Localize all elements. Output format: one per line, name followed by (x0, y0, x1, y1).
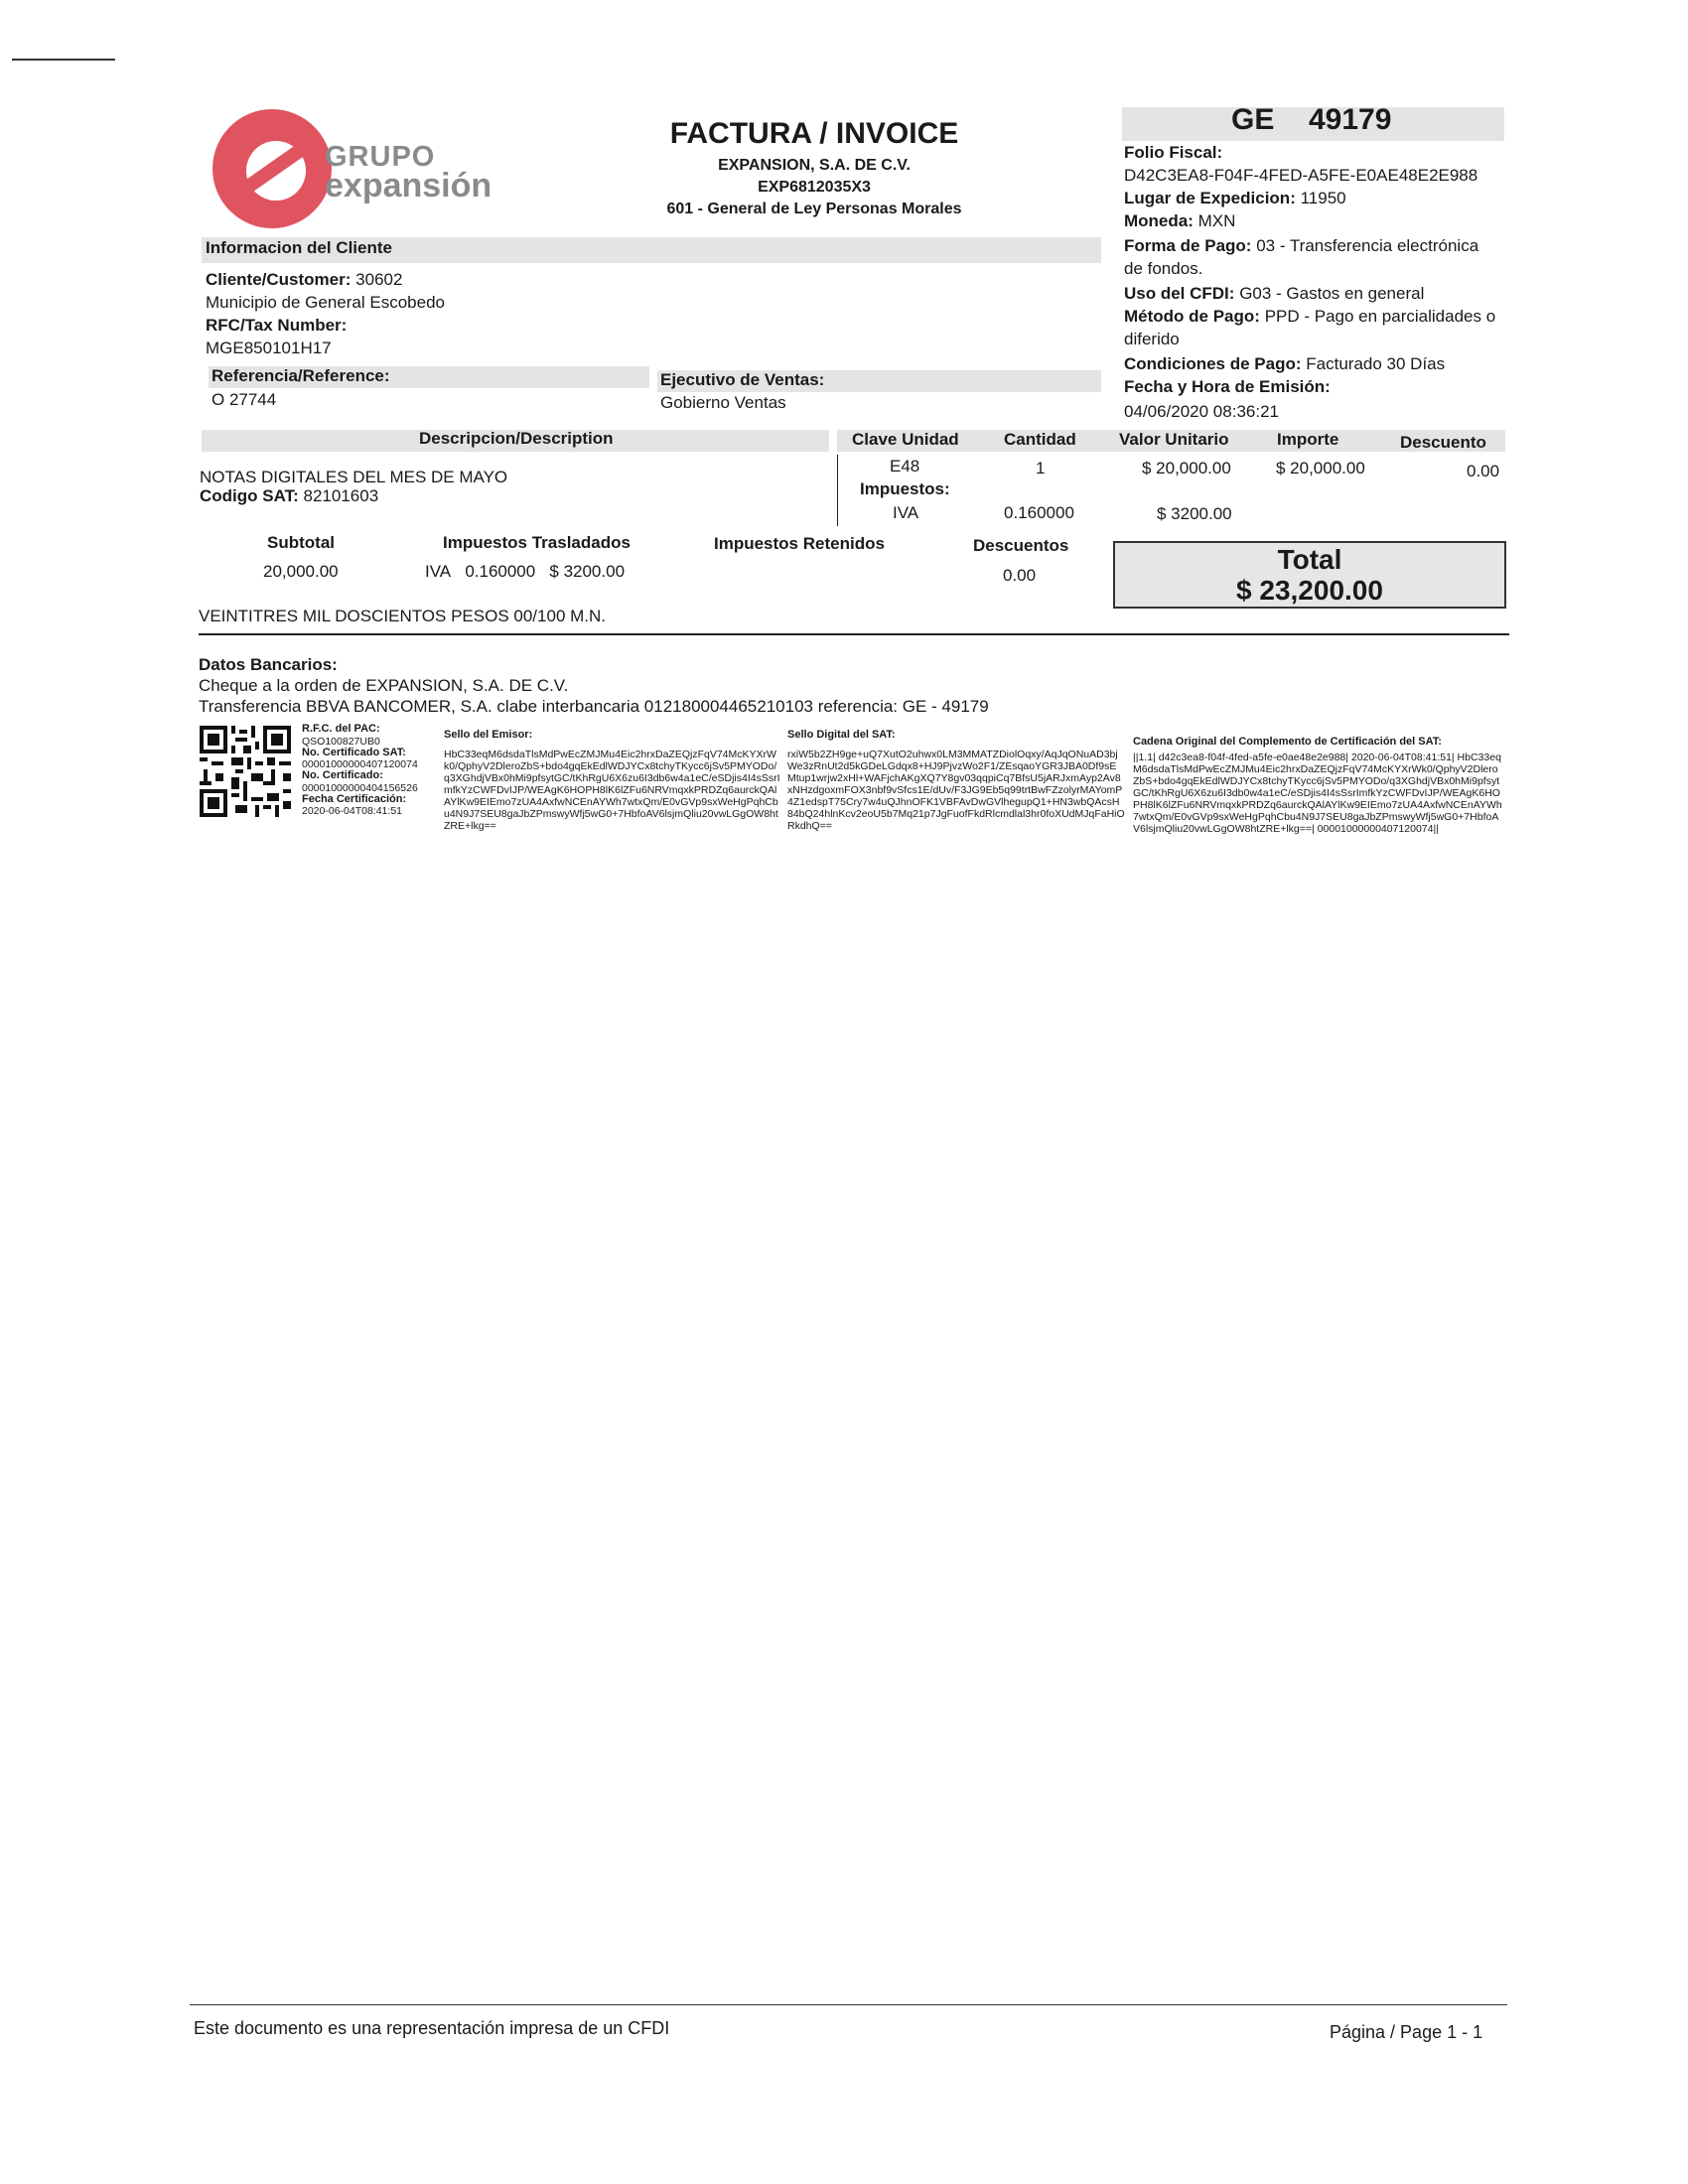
cliente-name: Municipio de General Escobedo (206, 293, 445, 312)
condiciones-pago (1124, 352, 1501, 375)
amount-in-words: VEINTITRES MIL DOSCIENTOS PESOS 00/100 M.N. (199, 607, 607, 625)
uso-cfdi (1124, 282, 1501, 305)
invoice-title: FACTURA / INVOICE (669, 117, 959, 150)
sello-emisor-value: HbC33eqM6dsdaTlsMdPwEcZMJMu4Eic2hrxDaZEQjzFqV74McKYXrWk0/QphyV2DleroZbS+bdo4gqEkEdlWDJYCx8tchyTKycc6jSv5PMYODo/q3XGhdjVBx0hMi9pfsytGC/tKhRgU6X6zu6I3db6w4a1eC/eSDjis4I4sSsrImfkYzCWFDvIJP/WEAgK6HOPH8lK6lZFu6NRVmqxkPRDZq6aurckQAlAYlKw9EIEmo7zUA4AxfwNCEnAYWh7wtxQm/E0vGVp9sxWeHgPqhCbu4N9J7SEU8gaJbZPmswyWfj5wG0+7HbfoAV6lsjmQliu20vwLGgOW8htZRE+lkg== (444, 749, 780, 832)
cadena-value: ||1.1| d42c3ea8-f04f-4fed-a5fe-e0ae48e2e988| 2020-06-04T08:41:51| HbC33eqM6dsdaTlsMdPwEcZMJMu4Eic2hrxDaZEQjzFqV74McKYXrWk0/QphyV2DleroZbS+bdo4gqEkEdlWDJYCx8tchyTKycc6jSv5PMYODo/q3XGhdjVBx0hMi9pfsytGC/tKhRgU6X6zu6I3db0w4a1eC/eSDjis4I4sSsrImfkYzCWFDvIJP/WEAgK6HOPH8lK6lZFu6NRVmqxkPRDZq6aurckQAlAYlKw9EIEmo7zUA4AxfwNCEnAYWh7wtxQm/E0vGVp9sxWeHgPqhCbu4N9J7SEU8gaJbZPmswyWfj5wG0+7HbfoAV6lsjmQliu20vwLGgOW8htZRE+lkg==| 00001000000407120074|| (1133, 751, 1502, 835)
item-importe: $ 20,000.00 (1276, 459, 1365, 478)
fecha-value: 04/06/2020 08:36:21 (1124, 402, 1279, 421)
lugar-value: 11950 (1300, 189, 1346, 207)
total-label: Total (1277, 544, 1342, 575)
folio-fiscal-label: Folio Fiscal: (1124, 143, 1223, 162)
bank-line1: Cheque a la orden de EXPANSION, S.A. DE C.V. (199, 676, 569, 695)
fecha-label: Fecha y Hora de Emisión: (1124, 377, 1331, 396)
sello-sat-value: rxiW5b2ZH9ge+uQ7XutO2uhwx0LM3MMATZDiolOqxy/AqJqONuAD3bjWe3zRnUt2d5kGDeLGdqx8+HJ9PjvzWo2F1/ZEsqaoYGR3JBA0Df9sEMtup1wrjw2xHl+WAFjchAKgXQ7Y8gv03qqpiCq7BfsU5jARJxmAyp2Av8xNHzdgoxmFOX3nbf9vSfcs1E/dUv/F3JG9Eb5q99trtBwFZzolyrMAYomP4Z1edspT75Cry7w4uQJhnOFK1VBFAvDwGVlhegupQ1+HN3wbQAcsH84bQ24hlnKcv2eoU5b7Mq21p7JgFuofFkdRlcmdlal3hr0foXUdMJqFaHiORkdhQ== (787, 749, 1125, 832)
descuentos-label: Descuentos (973, 536, 1069, 555)
invoice-header (635, 117, 993, 218)
bank-section (199, 654, 989, 717)
ejecutivo-value: Gobierno Ventas (660, 393, 786, 412)
condiciones-label: Condiciones de Pago: (1124, 354, 1302, 373)
cliente-rfc-value: MGE850101H17 (206, 339, 332, 357)
referencia-label: Referencia/Reference: (211, 366, 390, 385)
trasladados-amount: $ 3200.00 (549, 562, 626, 581)
cert-label: No. Certificado: (302, 769, 383, 781)
totals-divider (199, 633, 1509, 635)
forma-value-1: 03 - Transferencia electrónica (1256, 236, 1479, 255)
metodo-value-2: diferido (1124, 330, 1180, 348)
cadena-label: Cadena Original del Complemento de Certificación del SAT: (1133, 736, 1442, 748)
item-cantidad: 1 (1036, 459, 1046, 478)
bank-line2: Transferencia BBVA BANCOMER, S.A. clabe interbancaria 012180004465210103 referencia: GE - 49179 (199, 697, 989, 716)
cert-value: 00001000000404156526 (302, 781, 418, 794)
sello-emisor-label: Sello del Emisor: (444, 729, 533, 741)
metodo-value-1: PPD - Pago en parcialidades o (1264, 307, 1496, 326)
subtotal-value: 20,000.00 (263, 562, 339, 581)
metodo-label: Método de Pago: (1124, 307, 1260, 326)
forma-value-2: de fondos. (1124, 259, 1203, 278)
company-logo (211, 107, 498, 231)
header-clave: Clave Unidad (852, 430, 959, 449)
item-sat-value: 82101603 (303, 486, 379, 505)
header-valor: Valor Unitario (1119, 430, 1229, 449)
item-sat-code (200, 486, 378, 506)
qr-code-icon (200, 726, 291, 817)
item-impuesto-name: IVA (893, 503, 919, 522)
item-impuesto-rate: 0.160000 (1004, 503, 1074, 522)
retenidos-label: Impuestos Retenidos (714, 534, 885, 553)
item-clave: E48 (890, 457, 920, 476)
total-box (1113, 541, 1506, 609)
logo-text-line1: GRUPO (325, 141, 436, 173)
subtotal-label: Subtotal (267, 533, 335, 552)
descuentos-value: 0.00 (1003, 566, 1037, 585)
uso-value: G03 - Gastos en general (1239, 284, 1425, 303)
cert-sat-value: 00001000000407120074 (302, 758, 418, 770)
forma-pago (1124, 234, 1501, 257)
logo-text-line2: expansión (325, 167, 492, 205)
moneda (1124, 209, 1501, 232)
pac-label: R.F.C. del PAC: (302, 723, 380, 735)
bank-title: Datos Bancarios: (199, 655, 338, 674)
condiciones-value: Facturado 30 Días (1306, 354, 1446, 373)
item-impuestos-label: Impuestos: (860, 479, 950, 498)
trasladados-name: IVA (425, 562, 452, 581)
cert-fecha-label: Fecha Certificación: (302, 792, 407, 805)
issuer-name: EXPANSION, S.A. DE C.V. (718, 157, 911, 174)
folio-fiscal-value: D42C3EA8-F04F-4FED-A5FE-E0AE48E2E988 (1124, 166, 1478, 185)
header-importe: Importe (1277, 430, 1339, 449)
header-description: Descripcion/Description (419, 429, 614, 448)
page-number: Página / Page 1 - 1 (1330, 2022, 1483, 2042)
folio-series: GE (1231, 103, 1275, 136)
cliente-customer-label: Cliente/Customer: (206, 270, 352, 289)
header-descuento: Descuento (1400, 433, 1486, 452)
item-description: NOTAS DIGITALES DEL MES DE MAYO (200, 468, 508, 486)
trasladados-rate: 0.160000 (465, 562, 536, 581)
issuer-regimen: 601 - General de Ley Personas Morales (666, 201, 962, 217)
item-divider (837, 455, 838, 526)
cliente-customer (206, 268, 445, 291)
header-cantidad: Cantidad (1004, 430, 1076, 449)
uso-label: Uso del CFDI: (1124, 284, 1235, 303)
item-sat-label: Codigo SAT: (200, 486, 299, 505)
moneda-value: MXN (1197, 211, 1236, 230)
item-descuento: 0.00 (1467, 462, 1500, 480)
trasladados-detail (425, 562, 625, 582)
item-valor: $ 20,000.00 (1142, 459, 1231, 478)
lugar-expedicion (1124, 187, 1501, 209)
total-value: $ 23,200.00 (1236, 575, 1383, 606)
cliente-rfc-label: RFC/Tax Number: (206, 316, 348, 335)
footer-note: Este documento es una representación impresa de un CFDI (194, 2018, 670, 2038)
item-impuesto-amount: $ 3200.00 (1157, 504, 1232, 523)
logo-mark-icon (211, 107, 334, 230)
issuer-rfc: EXP6812035X3 (758, 179, 871, 196)
cert-sat-label: No. Certificado SAT: (302, 746, 406, 758)
sello-sat-label: Sello Digital del SAT: (787, 729, 896, 741)
cert-info (302, 724, 431, 817)
lugar-label: Lugar de Expedicion: (1124, 189, 1296, 207)
pac-value: QSO100827UB0 (302, 735, 380, 748)
cliente-customer-value: 30602 (355, 270, 403, 289)
cliente-details (206, 268, 445, 359)
cert-fecha-value: 2020-06-04T08:41:51 (302, 805, 402, 817)
folio-details (1124, 141, 1501, 423)
footer-divider (190, 2004, 1507, 2005)
ejecutivo-label: Ejecutivo de Ventas: (660, 370, 825, 389)
cliente-section-title: Informacion del Cliente (206, 238, 392, 257)
forma-label: Forma de Pago: (1124, 236, 1252, 255)
folio-number: 49179 (1309, 103, 1392, 136)
trasladados-label: Impuestos Trasladados (443, 533, 631, 552)
metodo-pago (1124, 305, 1501, 328)
moneda-label: Moneda: (1124, 211, 1194, 230)
referencia-value: O 27744 (211, 390, 277, 409)
scan-mark (12, 59, 115, 61)
